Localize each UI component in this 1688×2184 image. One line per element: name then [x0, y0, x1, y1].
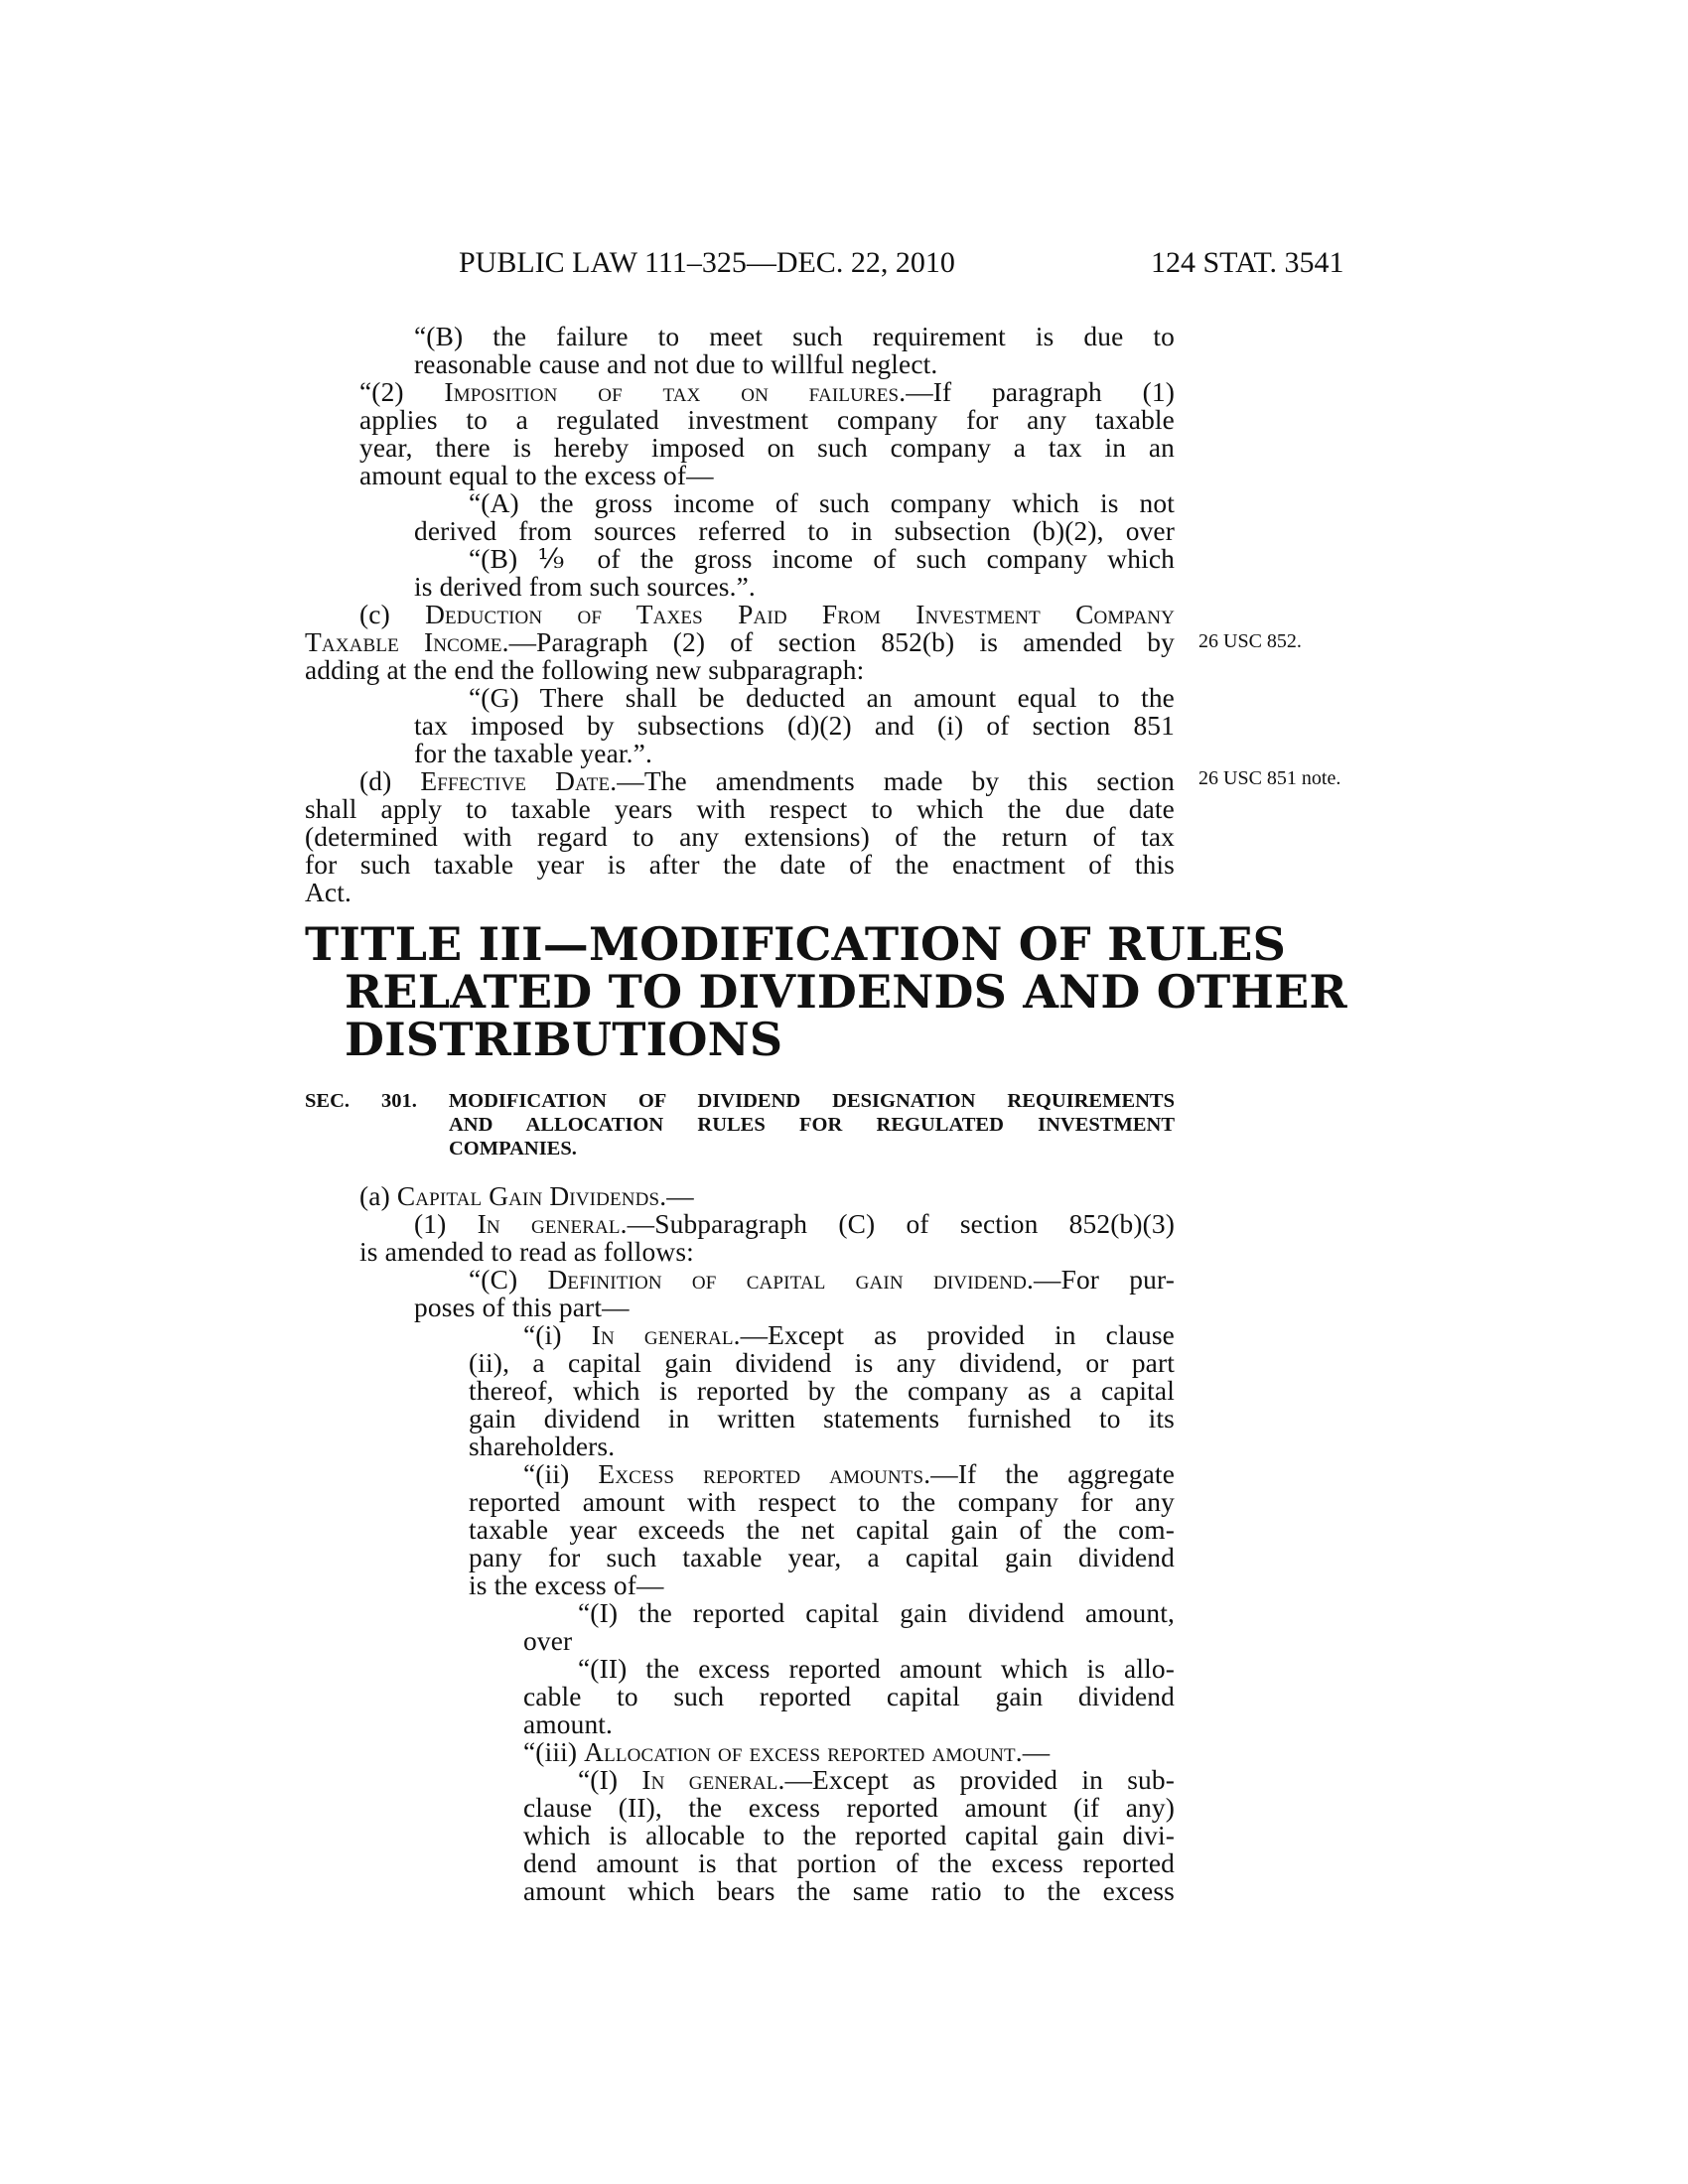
text-line: shall apply to taxable years with respect to which the due date: [305, 794, 1175, 824]
text-line: amount equal to the excess of—: [359, 461, 714, 490]
text-line: tax imposed by subsections (d)(2) and (i) of section 851: [414, 711, 1175, 741]
small-caps-heading: Definition of capital gain dividend: [547, 1265, 1028, 1295]
text-line: dend amount is that portion of the excess reported: [523, 1848, 1175, 1878]
text-line: “(B) ⅑ of the gross income of such company which: [469, 544, 1175, 574]
text-line: derived from sources referred to in subsection (b)(2), over: [414, 516, 1175, 546]
small-caps-heading: Imposition of tax on failures: [444, 377, 900, 407]
small-caps-heading: Capital Gain Dividends: [396, 1181, 660, 1211]
text-line: adding at the end the following new subparagraph:: [305, 655, 865, 685]
text-line: Taxable Income.—Paragraph (2) of section 852(b) is amended by: [305, 627, 1175, 657]
text-line: “(C) Definition of capital gain dividend.—For pur-: [469, 1265, 1175, 1295]
text-line: “(ii) Excess reported amounts.—If the aggregate: [523, 1459, 1175, 1489]
small-caps-heading: Effective Date: [420, 766, 611, 796]
text-line: (determined with regard to any extensions) of the return of tax: [305, 822, 1175, 852]
text-line: poses of this part—: [414, 1293, 630, 1322]
text-line: reasonable cause and not due to willful neglect.: [414, 349, 938, 379]
text-line: (1) In general.—Subparagraph (C) of section 852(b)(3): [414, 1209, 1175, 1239]
text-line: is derived from such sources.”.: [414, 572, 756, 602]
text-line: is the excess of—: [469, 1570, 664, 1600]
text-line: over: [523, 1626, 573, 1656]
section-heading: COMPANIES.: [449, 1138, 577, 1160]
text-line: amount.: [523, 1709, 614, 1739]
text-line: (a) Capital Gain Dividends.—: [359, 1181, 694, 1211]
text-line: “(2) Imposition of tax on failures.—If paragraph (1): [359, 377, 1175, 407]
title-heading: DISTRIBUTIONS: [345, 1013, 783, 1066]
text-line: applies to a regulated investment company for any taxable: [359, 405, 1175, 435]
text-line: amount which bears the same ratio to the excess: [523, 1876, 1175, 1906]
text-line: year, there is hereby imposed on such company a tax in an: [359, 433, 1175, 463]
text-line: gain dividend in written statements furnished to its: [469, 1404, 1175, 1433]
text-line: cable to such reported capital gain dividend: [523, 1682, 1175, 1711]
small-caps-heading: In general: [591, 1320, 734, 1350]
text-line: (d) Effective Date.—The amendments made by this section: [359, 766, 1175, 796]
section-heading: SEC. 301. MODIFICATION OF DIVIDEND DESIGNATION REQUIREMENTS: [305, 1090, 1175, 1112]
text-line: pany for such taxable year, a capital gain dividend: [469, 1543, 1175, 1572]
text-line: “(I) the reported capital gain dividend amount,: [578, 1598, 1175, 1628]
text-line: Act.: [305, 878, 352, 907]
margin-citation: 26 USC 851 note.: [1198, 767, 1341, 789]
text-line: “(I) In general.—Except as provided in sub-: [578, 1765, 1175, 1795]
margin-citation: 26 USC 852.: [1198, 630, 1302, 652]
small-caps-heading: Excess reported amounts: [598, 1459, 924, 1489]
text-line: “(i) In general.—Except as provided in clause: [523, 1320, 1175, 1350]
page-stat-number: 124 STAT. 3541: [1151, 246, 1344, 279]
text-line: shareholders.: [469, 1432, 616, 1461]
text-line: “(G) There shall be deducted an amount equal to the: [469, 683, 1175, 713]
text-line: thereof, which is reported by the company as a capital: [469, 1376, 1175, 1406]
text-line: “(A) the gross income of such company which is not: [469, 488, 1175, 518]
text-line: “(II) the excess reported amount which is allo-: [578, 1654, 1175, 1684]
text-line: clause (II), the excess reported amount (if any): [523, 1793, 1175, 1823]
small-caps-heading: In general: [477, 1209, 621, 1239]
small-caps-heading: Allocation of excess reported amount: [584, 1737, 1016, 1767]
text-line: (c) Deduction of Taxes Paid From Investment Company: [359, 600, 1175, 629]
small-caps-heading: Taxable Income: [305, 627, 502, 657]
text-line: is amended to read as follows:: [359, 1237, 694, 1267]
text-line: “(B) the failure to meet such requirement is due to: [414, 322, 1175, 351]
text-line: (ii), a capital gain dividend is any dividend, or part: [469, 1348, 1175, 1378]
running-header-title: PUBLIC LAW 111–325—DEC. 22, 2010: [459, 246, 955, 279]
title-heading: RELATED TO DIVIDENDS AND OTHER: [345, 965, 1347, 1019]
title-heading: TITLE III—MODIFICATION OF RULES: [305, 917, 1287, 971]
small-caps-heading: Deduction of Taxes Paid From Investment Company: [425, 600, 1175, 629]
text-line: reported amount with respect to the company for any: [469, 1487, 1175, 1517]
section-heading: AND ALLOCATION RULES FOR REGULATED INVESTMENT: [449, 1114, 1175, 1136]
text-line: taxable year exceeds the net capital gain of the com-: [469, 1515, 1175, 1545]
small-caps-heading: In general: [641, 1765, 778, 1795]
text-line: for the taxable year.”.: [414, 739, 652, 768]
text-line: for such taxable year is after the date of the enactment of this: [305, 850, 1175, 880]
text-line: which is allocable to the reported capital gain divi-: [523, 1821, 1175, 1850]
text-line: “(iii) Allocation of excess reported amount.—: [523, 1737, 1051, 1767]
